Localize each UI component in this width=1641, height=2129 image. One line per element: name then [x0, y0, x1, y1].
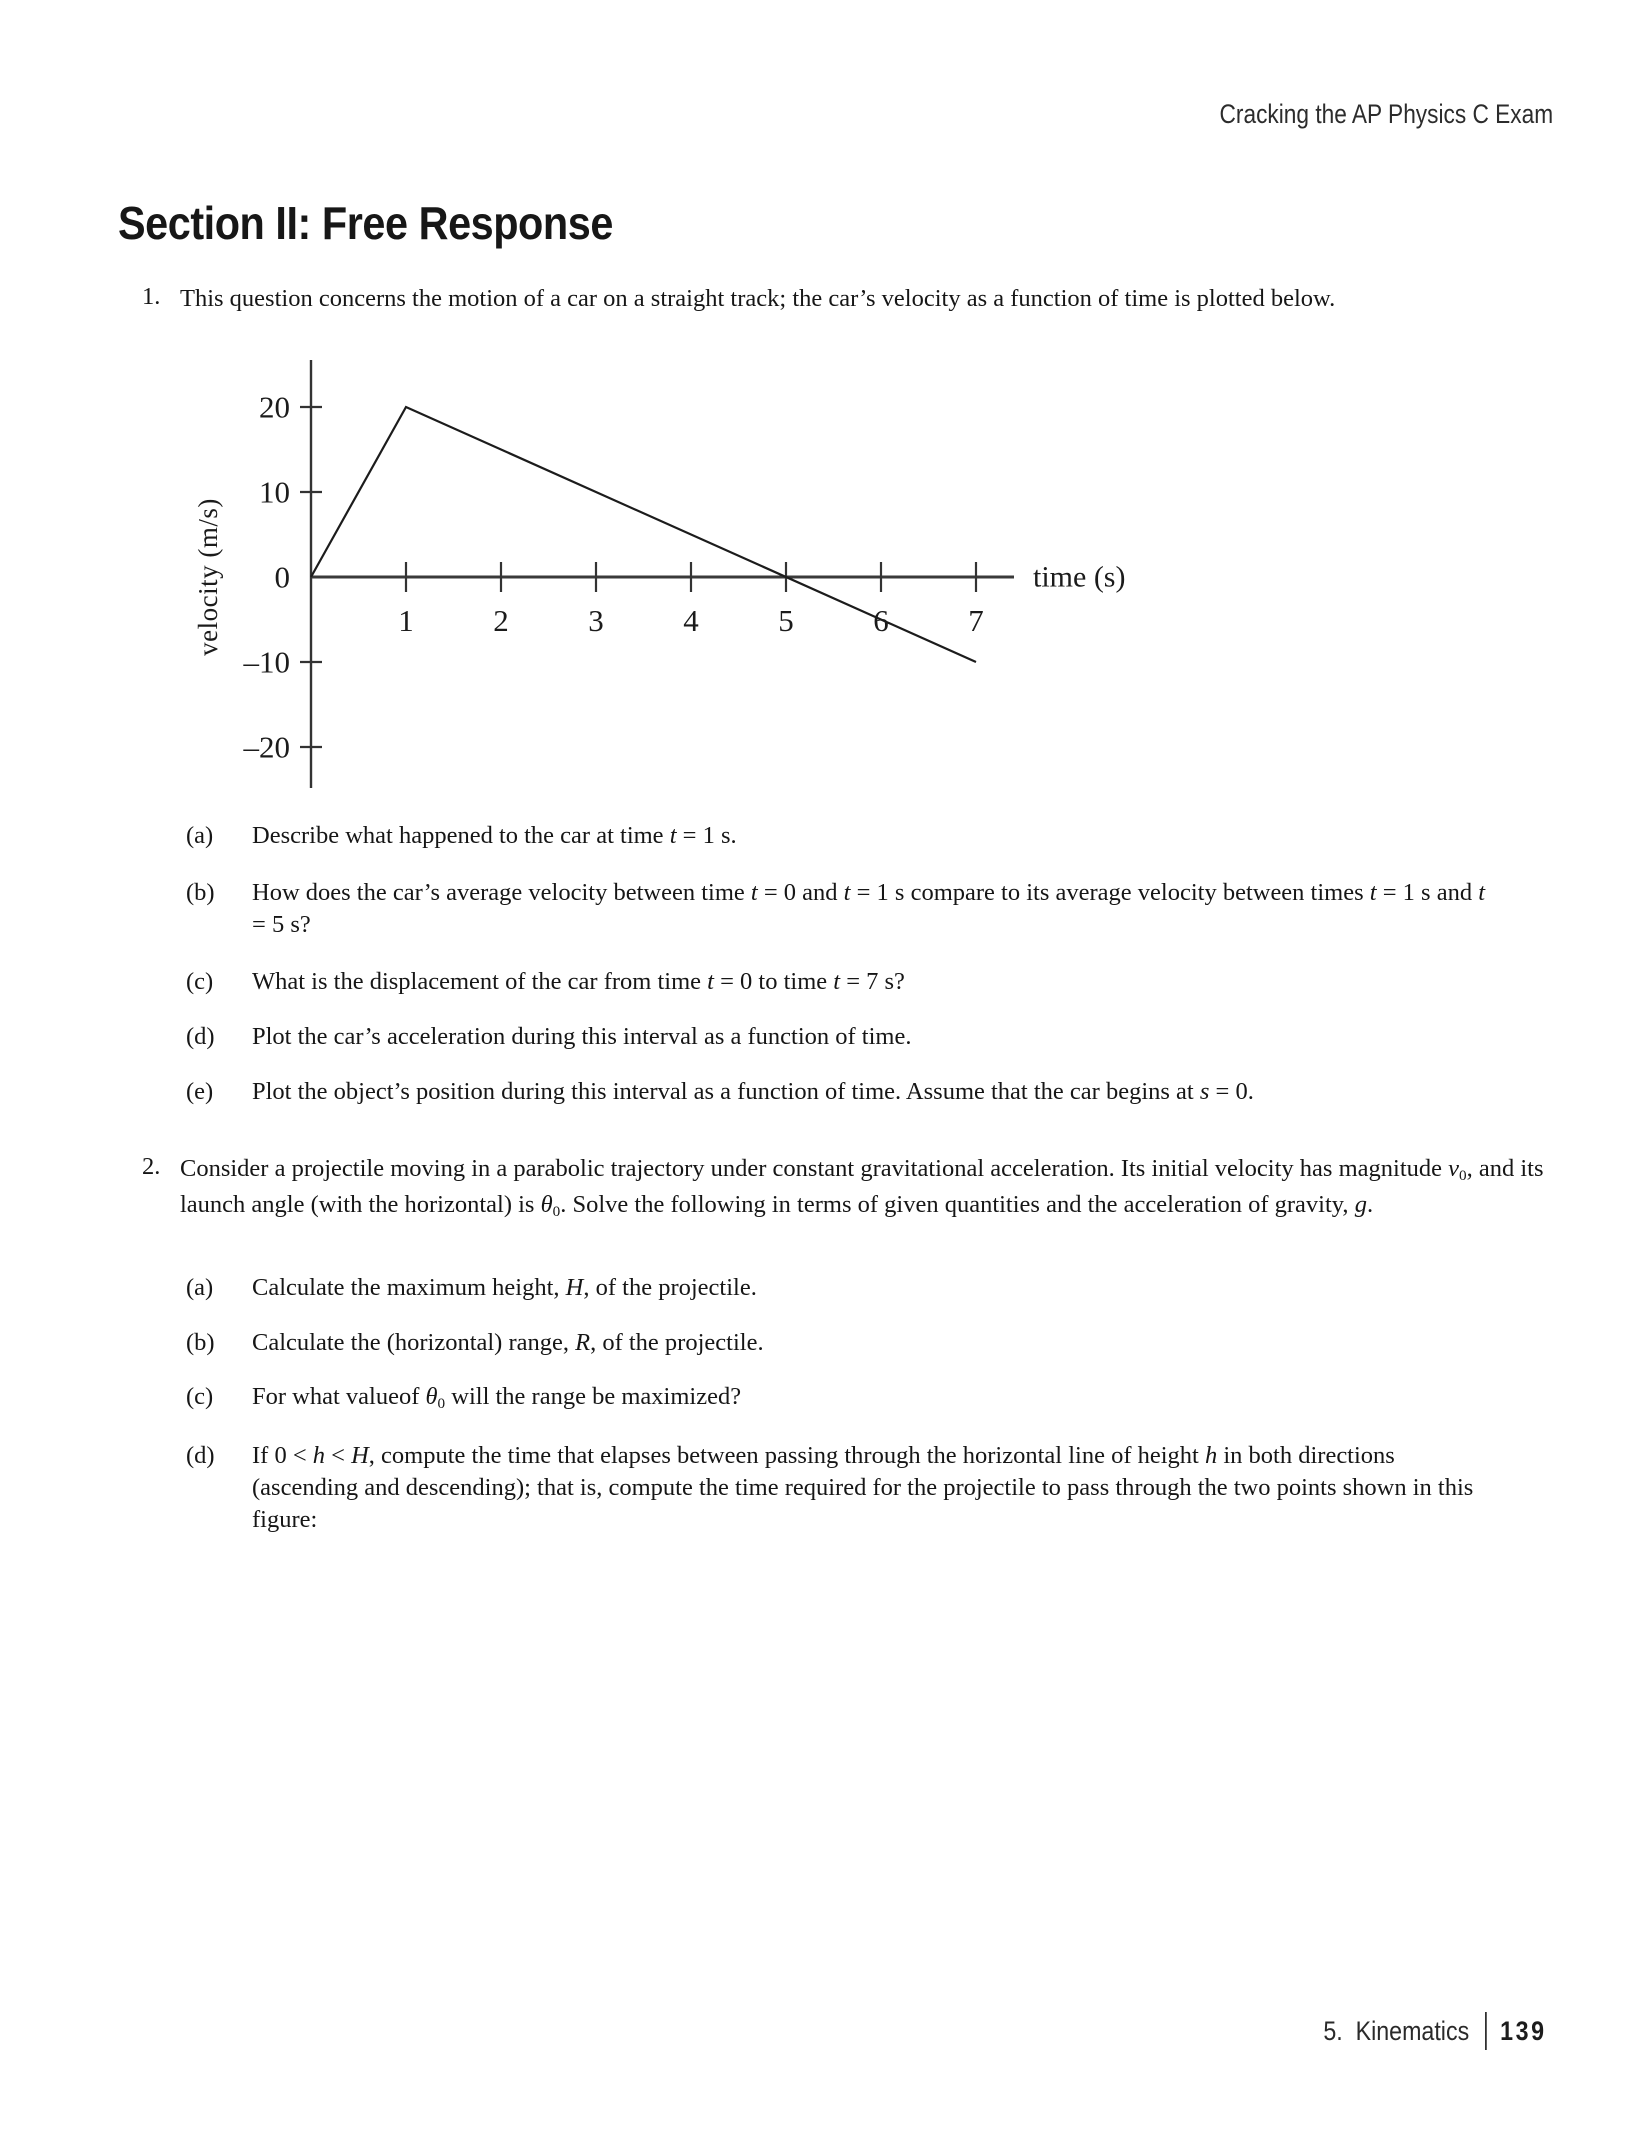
- x-tick-label: 4: [683, 603, 699, 638]
- part-label: (d): [186, 1442, 215, 1469]
- question-part: [186, 877, 1502, 941]
- y-tick-label: –10: [243, 644, 290, 680]
- question-part: [186, 1272, 1502, 1304]
- part-text: How does the car’s average velocity between time t = 0 and t = 1 s compare to its average velocity between times t = 1 s and t = 5 s?: [252, 879, 1486, 938]
- velocity-time-graph: [140, 325, 1240, 815]
- y-tick-label: 20: [259, 389, 290, 425]
- y-axis-title: velocity (m/s): [193, 498, 223, 656]
- part-label: (e): [186, 1078, 214, 1105]
- running-header: [1156, 99, 1553, 130]
- part-text: If 0 < h < H, compute the time that elapses between passing through the horizontal line of height h in both directions (ascending and descending); that is, compute the time required for the projectile to pass through the two points shown in this figure:: [252, 1442, 1474, 1533]
- running-header-text: Cracking the AP Physics C Exam: [1219, 99, 1553, 129]
- section-title: Section II: Free Response: [118, 197, 613, 249]
- y-tick-label: –20: [243, 729, 290, 765]
- part-text: Plot the car’s acceleration during this interval as a function of time.: [252, 1023, 912, 1050]
- question-part: [186, 1381, 1502, 1413]
- x-tick-label: 3: [588, 603, 604, 638]
- part-label: (b): [186, 1329, 215, 1356]
- part-label: (a): [186, 822, 214, 849]
- part-label: (a): [186, 1274, 214, 1301]
- part-label: (d): [186, 1023, 215, 1050]
- question-intro: This question concerns the motion of a car on a straight track; the car’s velocity as a function of time is plotted below.: [180, 285, 1336, 312]
- question-part: [186, 1327, 1502, 1359]
- part-text: Describe what happened to the car at time t = 1 s.: [252, 822, 737, 849]
- page-footer: [1324, 2012, 1547, 2050]
- question-part: [186, 820, 1502, 852]
- part-text: Calculate the (horizontal) range, R, of the projectile.: [252, 1329, 764, 1356]
- x-tick-label: 1: [398, 603, 414, 638]
- x-tick-label: 2: [493, 603, 509, 638]
- x-tick-label: 5: [778, 603, 794, 638]
- part-label: (b): [186, 879, 215, 906]
- footer-divider: [1485, 2012, 1487, 2050]
- part-label: (c): [186, 1383, 214, 1410]
- footer-chapter-label: 5. Kinematics: [1323, 2015, 1470, 2046]
- footer-page-number: 139: [1500, 2015, 1547, 2046]
- question-number: 2.: [142, 1153, 161, 1180]
- question-part: [186, 1076, 1502, 1108]
- part-text: For what valueof $\theta_0$ will the range be maximized?: [252, 1383, 742, 1412]
- part-label: (c): [186, 968, 214, 995]
- question-intro: Consider a projectile moving in a parabolic trajectory under constant gravitational acceleration. Its initial velocity has magnitude $v_0$, and its launch angle (with the horizontal) is $\theta_0$. Solve the following in terms of given quantities and the acceleration of gravity, g.: [180, 1155, 1544, 1220]
- question-part: [186, 1021, 1502, 1053]
- part-text: What is the displacement of the car from time t = 0 to time t = 7 s?: [252, 968, 905, 995]
- x-tick-label: 6: [873, 603, 889, 638]
- y-tick-label: 0: [274, 559, 290, 595]
- question-number: 1.: [142, 283, 161, 310]
- x-axis-title: time (s): [1033, 560, 1126, 594]
- part-text: Calculate the maximum height, H, of the projectile.: [252, 1274, 757, 1301]
- part-text: Plot the object’s position during this interval as a function of time. Assume that the car begins at s = 0.: [252, 1078, 1254, 1105]
- figure-velocity-time: [140, 325, 1240, 820]
- question-part: [186, 966, 1502, 998]
- x-tick-label: 7: [968, 603, 984, 638]
- question-part: [186, 1440, 1502, 1536]
- y-tick-label: 10: [259, 474, 290, 510]
